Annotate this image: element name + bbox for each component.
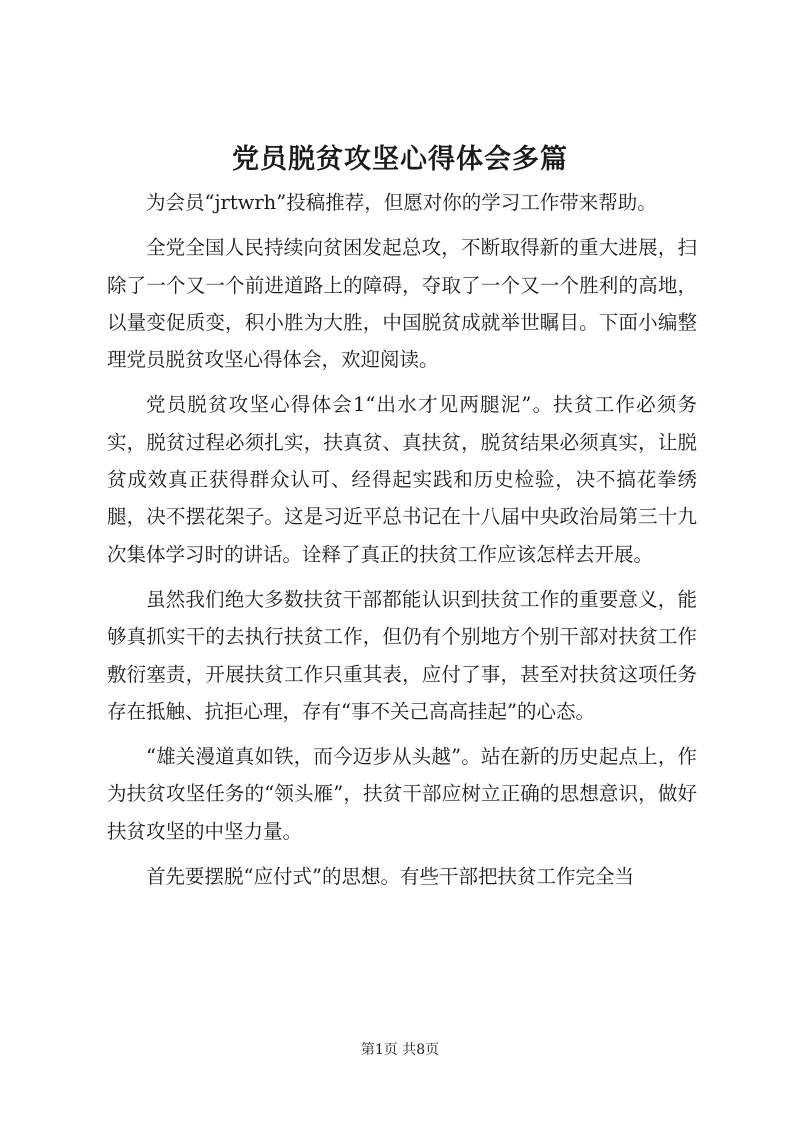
page-number-footer: 第1页 共8页 (360, 1042, 440, 1058)
paragraph: 为会员“jrtwrh”投稿推荐，但愿对你的学习工作带来帮助。 (146, 191, 657, 214)
paragraph: 党员脱贫攻坚心得体会1“出水才见两腿泥”。扶贫工作必须务实，脱贫过程必须扎实，扶真贫、真扶贫，脱贫结果必须真实，让脱贫成效真正获得群众认可、经得起实践和历史检验，决不搞花拳绣腿，决不摆花架子。这是习近平总书记在十八届中央政治局第三十九次集体学习时的讲话。诠释了真正的扶贫工作应该怎样去开展。 (107, 393, 697, 566)
document-title: 党员脱贫攻坚心得体会多篇 (232, 144, 568, 175)
paragraph: 首先要摆脱“应付式”的思想。有些干部把扶贫工作完全当 (146, 865, 634, 889)
paragraph: “雄关漫道真如铁，而今迈步从头越”。站在新的历史起点上，作为扶贫攻坚任务的“领头雁”，扶贫干部应树立正确的思想意识，做好扶贫攻坚的中坚力量。 (107, 745, 697, 843)
paragraph: 虽然我们绝大多数扶贫干部都能认识到扶贫工作的重要意义，能够真抓实干的去执行扶贫工作，但仍有个别地方个别干部对扶贫工作敷衍塞责，开展扶贫工作只重其表，应付了事，甚至对扶贫这项任务存在抵触、抗拒心理，存有“事不关己高高挂起”的心态。 (107, 587, 697, 723)
paragraph: 全党全国人民持续向贫困发起总攻，不断取得新的重大进展，扫除了一个又一个前进道路上的障碍，夺取了一个又一个胜利的高地，以量变促质变，积小胜为大胜，中国脱贫成就举世瞩目。下面小编整理党员脱贫攻坚心得体会，欢迎阅读。 (107, 236, 697, 372)
document-body (107, 184, 697, 903)
